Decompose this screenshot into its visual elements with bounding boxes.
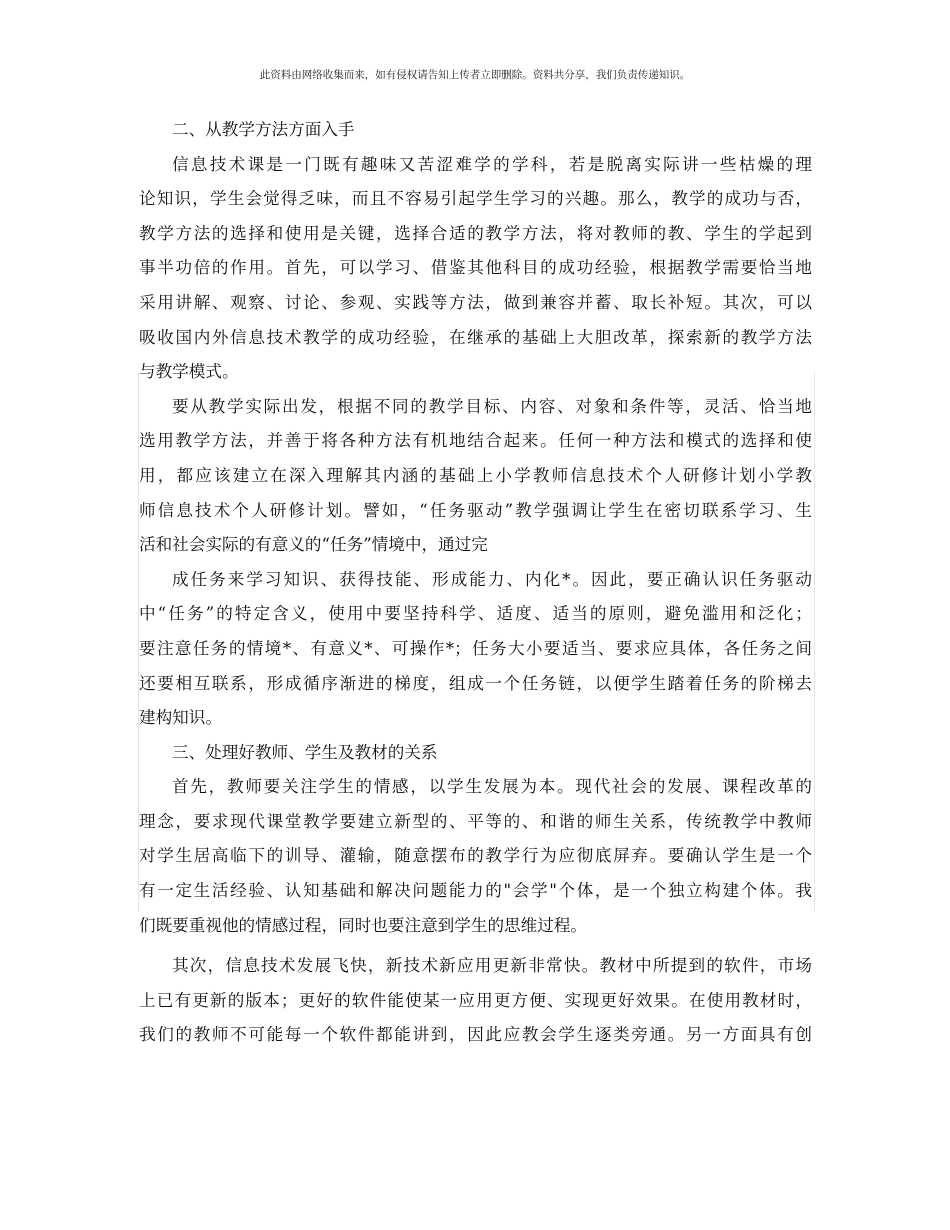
paragraph-line: 采用讲解、观察、讨论、参观、实践等方法，做到兼容并蓄、取长补短。其次，可以 [139, 292, 812, 312]
paragraph-line: 成任务来学习知识、获得技能、形成能力、内化*。因此，要正确认识任务驱动 [172, 569, 812, 589]
paragraph-line: 我们的教师不可能每一个软件都能讲到，因此应教会学生逐类旁通。另一方面具有创 [139, 1025, 812, 1045]
paragraph-line: 首先，教师要关注学生的情感，以学生发展为本。现代社会的发展、课程改革的 [172, 777, 812, 797]
section-heading: 三、处理好教师、学生及教材的关系 [172, 742, 438, 762]
paragraph-line: 事半功倍的作用。首先，可以学习、借鉴其他科目的成功经验，根据教学需要恰当地 [139, 258, 812, 278]
paragraph-line: 对学生居高临下的训导、灌输，随意摆布的教学行为应彻底屏弃。要确认学生是一个 [139, 846, 812, 866]
paragraph-line: 建构知识。 [139, 708, 222, 728]
paragraph-line: 们既要重视他的情感过程，同时也要注意到学生的思维过程。 [139, 915, 588, 935]
section-heading: 二、从教学方法方面入手 [172, 120, 355, 139]
paragraph-line: 活和社会实际的有意义的“任务”情境中，通过完 [139, 535, 488, 555]
paragraph-line: 理念，要求现代课堂教学要建立新型的、平等的、和谐的师生关系，传统教学中教师 [139, 811, 812, 831]
paragraph-line: 其次，信息技术发展飞快，新技术新应用更新非常快。教材中所提到的软件，市场 [172, 956, 812, 976]
paragraph-line: 要从教学实际出发，根据不同的教学目标、内容、对象和条件等，灵活、恰当地 [172, 396, 812, 416]
paragraph-line: 上已有更新的版本；更好的软件能使某一应用更方便、实现更好效果。在使用教材时， [139, 990, 812, 1010]
paragraph-line: 还要相互联系，形成循序渐进的梯度，组成一个任务链，以便学生踏着任务的阶梯去 [139, 673, 812, 693]
paragraph-line: 论知识，学生会觉得乏味，而且不容易引起学生学习的兴趣。那么，教学的成功与否， [139, 189, 812, 209]
paragraph-line: 信息技术课是一门既有趣味又苦涩难学的学科，若是脱离实际讲一些枯燥的理 [172, 154, 812, 174]
document-body [139, 113, 812, 1053]
paragraph-line: 中“任务”的特定含义，使用中要坚持科学、适度、适当的原则，避免滥用和泛化； [139, 604, 812, 624]
paragraph-line: 要注意任务的情境*、有意义*、可操作*；任务大小要适当、要求应具体，各任务之间 [139, 638, 812, 658]
paragraph-line: 师信息技术个人研修计划。譬如，“任务驱动”教学强调让学生在密切联系学习、生 [139, 500, 812, 520]
paragraph-line: 用，都应该建立在深入理解其内涵的基础上小学教师信息技术个人研修计划小学教 [139, 465, 812, 485]
page-header-notice: 此资料由网络收集而来，如有侵权请告知上传者立即删除。资料共分享，我们负责传递知识。 [259, 69, 691, 81]
paragraph-line: 选用教学方法，并善于将各种方法有机地结合起来。任何一种方法和模式的选择和使 [139, 431, 812, 451]
paragraph-line: 吸收国内外信息技术教学的成功经验，在继承的基础上大胆改革，探索新的教学方法 [139, 327, 812, 347]
paragraph-line: 有一定生活经验、认知基础和解决问题能力的"会学"个体，是一个独立构建个体。我 [139, 881, 812, 901]
paragraph-line: 与教学模式。 [139, 362, 239, 382]
paragraph-line: 教学方法的选择和使用是关键，选择合适的教学方法，将对教师的教、学生的学起到 [139, 223, 812, 243]
